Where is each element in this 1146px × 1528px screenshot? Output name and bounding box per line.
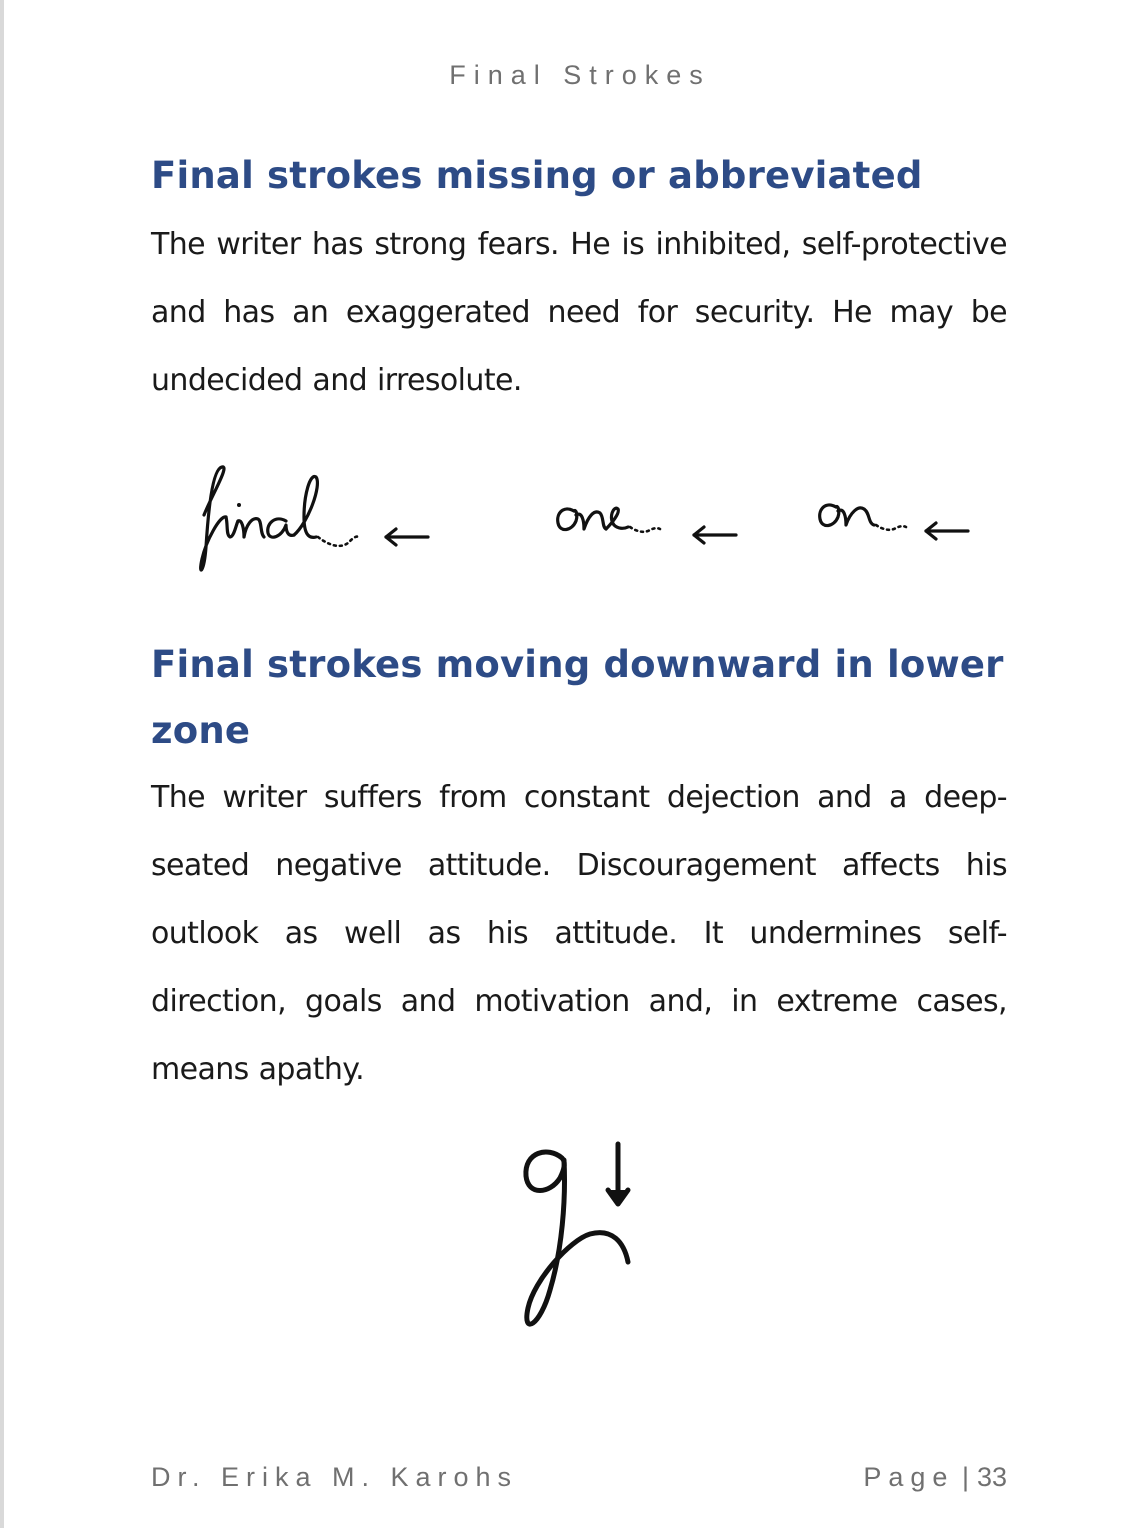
- handwritten-letter-g: [526, 1152, 628, 1324]
- footer-author: Dr. Erika M. Karohs: [151, 1462, 519, 1492]
- handwriting-sample-missing-final-strokes: [190, 455, 990, 585]
- page-number: 33: [976, 1462, 1007, 1492]
- page-edge: [0, 0, 4, 1528]
- running-header: Final Strokes: [449, 60, 711, 90]
- handwritten-word-one: [558, 508, 628, 529]
- arrow-down-icon: [608, 1144, 628, 1204]
- handwriting-sample-downward-final-stroke: [500, 1130, 660, 1340]
- page-label: Page: [863, 1462, 955, 1492]
- section-body: The writer has strong fears. He is inhibited, self-protective and has an exaggerated need for security. He may be undecided and irresolute.: [151, 227, 1007, 398]
- section-final-strokes-downward: [151, 632, 1007, 1104]
- arrow-left-icon: [694, 527, 736, 543]
- section-body: The writer suffers from constant dejection and a deep-seated negative attitude. Discouragement affects his outlook as well as his attitude. It undermines self-direction, goals and motivation and, in extreme cases, means apathy.: [151, 780, 1007, 1087]
- handwritten-word-final: [201, 467, 318, 570]
- section-heading: Final strokes missing or abbreviated: [151, 154, 923, 197]
- section-final-strokes-missing: [151, 143, 1007, 415]
- section-heading: Final strokes moving downward in lower zone: [151, 643, 1004, 752]
- arrow-left-icon: [926, 523, 968, 539]
- page-separator: |: [961, 1462, 969, 1492]
- footer-page-number: [863, 1462, 1007, 1493]
- arrow-left-icon: [386, 529, 428, 545]
- handwritten-word-on: [820, 505, 874, 526]
